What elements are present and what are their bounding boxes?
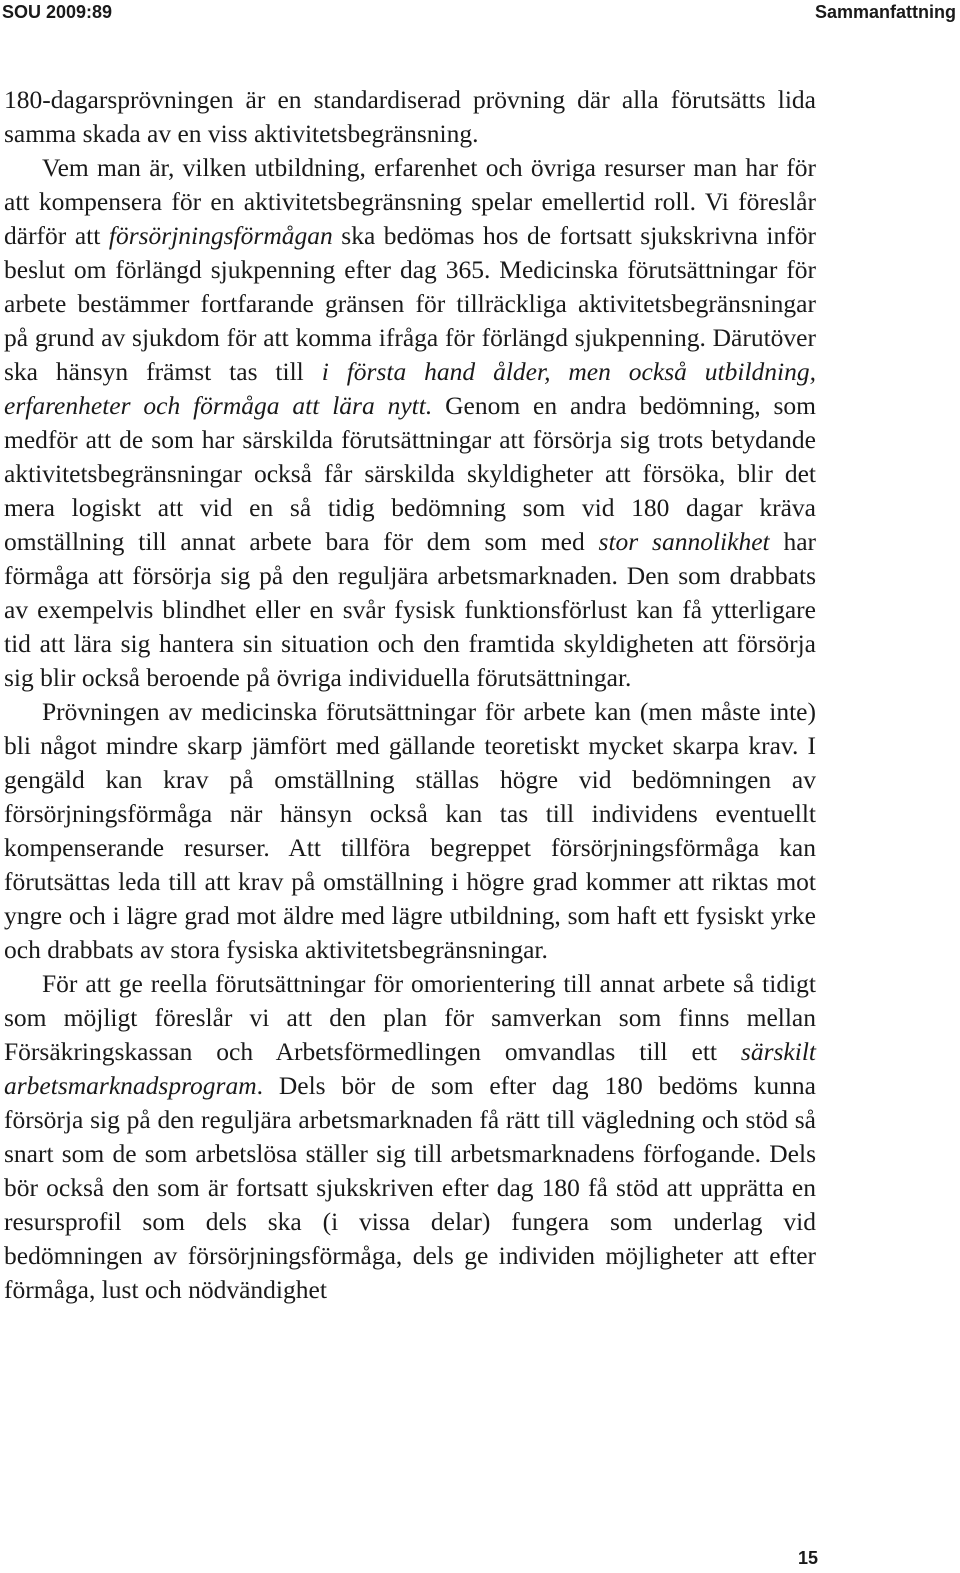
paragraph — [4, 967, 816, 1307]
emphasized-text: stor sannolikhet — [598, 527, 770, 556]
text-run: Genom en andra bedömning, som medför att de som har särskilda förutsättningar att försörja sig trots betydande aktivitetsbegränsningar också får särskilda skyldigheter att försöka, blir det mera logiskt att vid en så tidig bedömning som vid 180 dagar kräva omställning till annat arbete bara för dem som med — [4, 391, 816, 556]
text-run: . Dels bör de som efter dag 180 bedöms kunna försörja sig på den reguljära arbetsmarknaden få rätt till vägledning och stöd så snart som de som arbetslösa ställer sig till arbetsmarknadens förfogande. Dels bör också den som är fortsatt sjukskriven efter dag 180 få stöd att upprätta en resursprofil som dels ska (i vissa delar) fungera som underlag vid bedömningen av försörjningsförmåga, dels ge individen möjligheter att efter förmåga, lust och nödvändighet — [4, 1071, 816, 1304]
emphasized-text: särskilt arbetsmarknadsprogram — [4, 1037, 816, 1100]
section-title: Sammanfattning — [814, 2, 956, 22]
emphasized-text: i första hand ålder, men också utbildning, erfarenheter och förmåga att lära nytt. — [4, 357, 817, 420]
paragraph — [4, 83, 816, 151]
paragraph — [4, 151, 816, 695]
text-run: Prövningen av medicinska förutsättningar för arbete kan (men måste inte) bli något mindre skarp jämfört med gällande teoretiskt mycket skarpa krav. I gengäld kan krav på omställning ställas högre vid bedömningen av försörjningsförmåga när hänsyn också kan tas till individens eventuellt kompenserande resurser. Att tillföra begreppet försörjningsförmåga kan förutsättas leda till att krav på omställning i högre grad kommer att riktas mot yngre och i lägre grad mot äldre med lägre utbildning, som haft ett fysiskt yrke och drabbats av stora fysiska aktivitetsbegränsningar. — [4, 697, 816, 964]
body-text — [4, 83, 816, 1307]
text-run: Vem man är, vilken utbildning, erfarenhet och övriga resurser man har för att kompensera för en aktivitetsbegränsning spelar emellertid roll. Vi föreslår därför att — [4, 153, 816, 250]
text-run: ska bedömas hos de fortsatt sjukskrivna inför beslut om förlängd sjukpenning efter dag 365. Medicinska förutsättningar för arbete bestämmer fortfarande gränsen för tillräckliga aktivitetsbegränsningar på grund av sjukdom för att komma ifråga för förlängd sjukpenning. Därutöver ska hänsyn främst tas till — [4, 221, 816, 386]
report-reference: SOU 2009:89 — [2, 2, 113, 22]
emphasized-text: försörjningsförmågan — [108, 221, 333, 250]
text-run: har förmåga att försörja sig på den reguljära arbetsmarknaden. Den som drabbats av exempelvis blindhet eller en svår fysisk funktionsförlust kan få ytterligare tid att lära sig hantera sin situation och den framtida skyldigheten att försörja sig blir också beroende på övriga individuella förutsättningar. — [4, 527, 817, 692]
paragraph — [4, 695, 816, 967]
text-run: För att ge reella förutsättningar för omorientering till annat arbete så tidigt som möjligt föreslår vi att den plan för samverkan som finns mellan Försäkringskassan och Arbetsförmedlingen omvandlas till ett — [4, 969, 816, 1066]
running-header — [0, 0, 960, 28]
text-run: 180-dagarsprövningen är en standardiserad prövning där alla förutsätts lida samma skada av en viss aktivitetsbegränsning. — [4, 85, 816, 148]
page-number: 15 — [797, 1548, 818, 1568]
